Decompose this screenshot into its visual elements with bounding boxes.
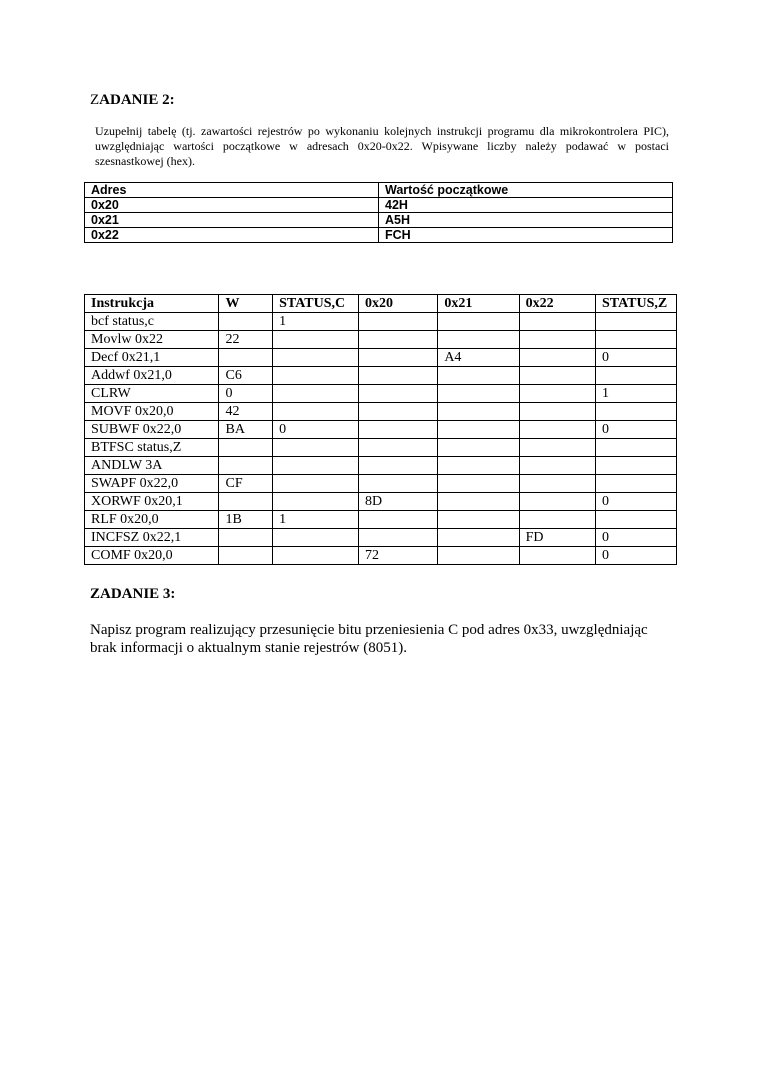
table-cell — [519, 511, 595, 529]
table-cell: BTFSC status,Z — [85, 439, 219, 457]
table-cell: 42 — [219, 403, 273, 421]
table-cell — [438, 367, 519, 385]
table-cell: 0 — [596, 421, 677, 439]
table-row — [85, 547, 677, 565]
table-cell — [358, 511, 437, 529]
table-row — [85, 439, 677, 457]
table-cell — [596, 367, 677, 385]
table-cell — [438, 313, 519, 331]
table-cell — [358, 313, 437, 331]
table-cell: 0 — [596, 529, 677, 547]
table-cell — [358, 529, 437, 547]
table-cell — [358, 331, 437, 349]
table-cell — [438, 511, 519, 529]
table-cell: Movlw 0x22 — [85, 331, 219, 349]
table-cell: Addwf 0x21,0 — [85, 367, 219, 385]
table-row — [85, 493, 677, 511]
table-cell: ANDLW 3A — [85, 457, 219, 475]
table-cell — [519, 421, 595, 439]
table-cell — [596, 313, 677, 331]
table-cell — [519, 349, 595, 367]
table-cell: 0x22 — [85, 228, 379, 243]
table-cell — [519, 457, 595, 475]
table-cell: XORWF 0x20,1 — [85, 493, 219, 511]
table-cell — [519, 475, 595, 493]
table-cell: Decf 0x21,1 — [85, 349, 219, 367]
table-cell — [273, 439, 359, 457]
table-cell: BA — [219, 421, 273, 439]
table-cell — [219, 349, 273, 367]
table-cell: INCFSZ 0x22,1 — [85, 529, 219, 547]
table-cell: 1 — [273, 313, 359, 331]
table-cell — [519, 385, 595, 403]
table-cell — [358, 475, 437, 493]
table-cell — [273, 493, 359, 511]
table-cell — [273, 547, 359, 565]
table-row — [85, 385, 677, 403]
header-cell: Wartość początkowe — [379, 183, 673, 198]
table-cell — [273, 349, 359, 367]
table-cell: CLRW — [85, 385, 219, 403]
table-cell — [438, 457, 519, 475]
table-cell — [219, 457, 273, 475]
task2-intro: Uzupełnij tabelę (tj. zawartości rejestrów po wykonaniu kolejnych instrukcji programu dla mikrokontrolera PIC), uwzględniając wartości początkowe w adresach 0x20-0x22. Wpisywane liczby należy podawać w postaci szesnastkowej (hex). — [95, 124, 669, 168]
table-cell: CF — [219, 475, 273, 493]
table-cell — [273, 385, 359, 403]
task2-heading-initial: Z — [90, 92, 100, 108]
table-cell — [596, 403, 677, 421]
instruction-table — [84, 294, 677, 565]
table-cell — [219, 547, 273, 565]
table-row — [85, 367, 677, 385]
table-cell — [596, 331, 677, 349]
table-cell: A5H — [379, 213, 673, 228]
header-cell: Instrukcja — [85, 295, 219, 313]
table-header-row — [85, 183, 673, 198]
header-cell: 0x20 — [358, 295, 437, 313]
table-row — [85, 529, 677, 547]
table-cell — [358, 457, 437, 475]
table-cell: 0 — [596, 493, 677, 511]
table-cell — [438, 529, 519, 547]
table-cell — [438, 547, 519, 565]
table-cell — [596, 475, 677, 493]
table-cell — [519, 547, 595, 565]
table-cell: MOVF 0x20,0 — [85, 403, 219, 421]
table-cell — [219, 439, 273, 457]
table-cell: bcf status,c — [85, 313, 219, 331]
table-row — [85, 313, 677, 331]
table-cell — [219, 529, 273, 547]
table-cell: FCH — [379, 228, 673, 243]
task2-heading-rest: ADANIE 2: — [99, 92, 175, 108]
table-cell: SWAPF 0x22,0 — [85, 475, 219, 493]
table-cell — [438, 403, 519, 421]
table-cell — [358, 439, 437, 457]
table-row — [85, 403, 677, 421]
table-row — [85, 421, 677, 439]
table-cell — [519, 403, 595, 421]
initial-values-table — [84, 182, 673, 243]
table-cell — [438, 331, 519, 349]
table-row — [85, 228, 673, 243]
table-row — [85, 457, 677, 475]
table-cell: 1 — [596, 385, 677, 403]
table-cell: 0 — [273, 421, 359, 439]
table-cell — [438, 385, 519, 403]
table-cell: 0x21 — [85, 213, 379, 228]
table-cell — [438, 493, 519, 511]
table-cell — [358, 385, 437, 403]
table-cell: SUBWF 0x22,0 — [85, 421, 219, 439]
table-cell — [358, 403, 437, 421]
table-cell — [273, 331, 359, 349]
header-cell: STATUS,C — [273, 295, 359, 313]
table-cell — [519, 493, 595, 511]
table-cell — [596, 439, 677, 457]
table-cell: 42H — [379, 198, 673, 213]
table-row — [85, 349, 677, 367]
task3-text: Napisz program realizujący przesunięcie bitu przeniesienia C pod adres 0x33, uwzględniając brak informacji o aktualnym stanie rejestrów (8051). — [90, 622, 648, 656]
table-cell — [438, 421, 519, 439]
table-cell — [596, 511, 677, 529]
table-cell — [273, 529, 359, 547]
table-cell — [273, 475, 359, 493]
table-cell — [519, 313, 595, 331]
table-cell: 0 — [219, 385, 273, 403]
table-row — [85, 198, 673, 213]
table-cell: FD — [519, 529, 595, 547]
table-cell: 72 — [358, 547, 437, 565]
table-cell: 1 — [273, 511, 359, 529]
table-cell — [219, 493, 273, 511]
table-cell: 0 — [596, 547, 677, 565]
table-cell: 0x20 — [85, 198, 379, 213]
header-cell: STATUS,Z — [596, 295, 677, 313]
table-cell — [596, 457, 677, 475]
table-header-row — [85, 295, 677, 313]
header-cell: W — [219, 295, 273, 313]
header-cell: Adres — [85, 183, 379, 198]
task3-heading: ZADANIE 3: — [90, 586, 176, 602]
table-cell — [273, 367, 359, 385]
table-cell — [438, 439, 519, 457]
table-cell — [519, 367, 595, 385]
table-cell: RLF 0x20,0 — [85, 511, 219, 529]
table-cell — [219, 313, 273, 331]
table-cell: 8D — [358, 493, 437, 511]
table-row — [85, 475, 677, 493]
table-cell — [438, 475, 519, 493]
table-cell — [273, 403, 359, 421]
table-cell: COMF 0x20,0 — [85, 547, 219, 565]
table-cell — [519, 439, 595, 457]
table-cell — [358, 421, 437, 439]
table-cell: 22 — [219, 331, 273, 349]
table-cell — [273, 457, 359, 475]
table-cell: A4 — [438, 349, 519, 367]
header-cell: 0x22 — [519, 295, 595, 313]
table-cell: 1B — [219, 511, 273, 529]
table-row — [85, 511, 677, 529]
table-cell: 0 — [596, 349, 677, 367]
table-cell — [358, 367, 437, 385]
table-row — [85, 213, 673, 228]
task2-heading — [90, 92, 175, 109]
table-row — [85, 331, 677, 349]
table-cell: C6 — [219, 367, 273, 385]
header-cell: 0x21 — [438, 295, 519, 313]
table-cell — [358, 349, 437, 367]
table-cell — [519, 331, 595, 349]
